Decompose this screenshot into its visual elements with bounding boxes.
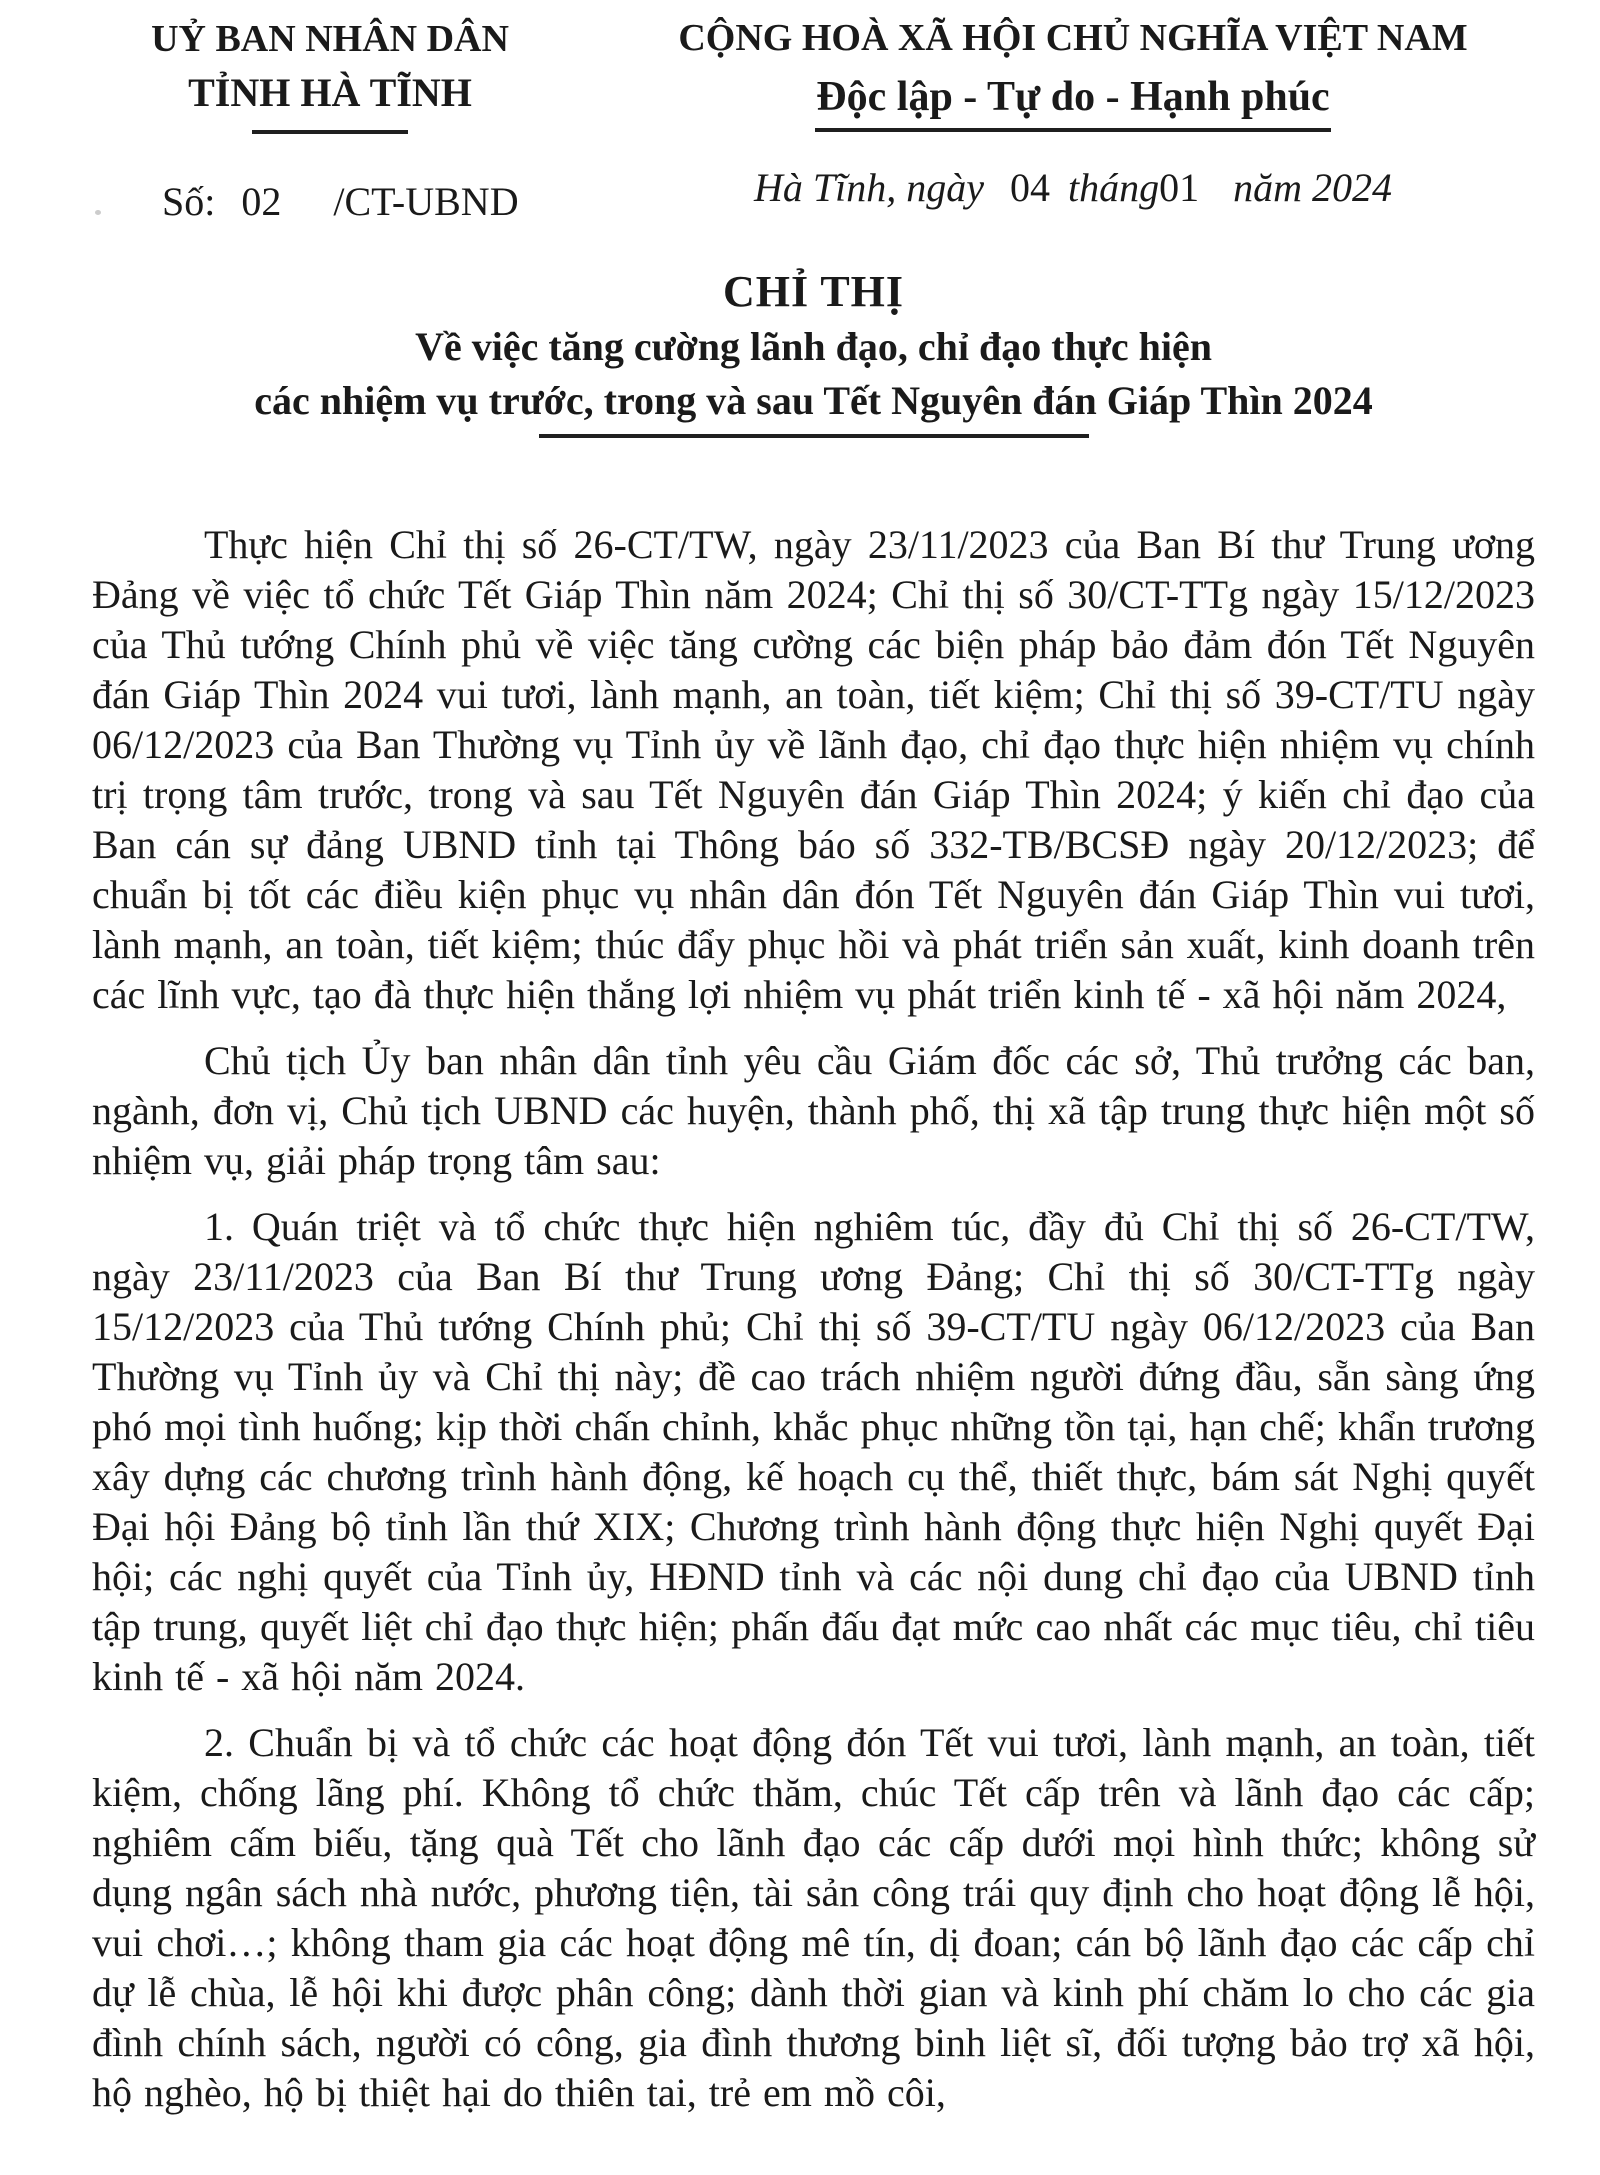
- dateline: [650, 164, 1496, 211]
- date-place-prefix: Hà Tĩnh, ngày: [753, 165, 984, 210]
- paragraph-item-1: 1. Quán triệt và tổ chức thực hiện nghiêm túc, đầy đủ Chỉ thị số 26-CT/TW, ngày 23/11/2023 của Ban Bí thư Trung ương Đảng; Chỉ thị số 30/CT-TTg ngày 15/12/2023 của Thủ tướng Chính phủ; Chỉ thị số 39-CT/TU ngày 06/12/2023 của Ban Thường vụ Tỉnh ủy và Chỉ thị này; đề cao trách nhiệm người đứng đầu, sẵn sàng ứng phó mọi tình huống; kịp thời chấn chỉnh, khắc phục những tồn tại, hạn chế; khẩn trương xây dựng các chương trình hành động, kế hoạch cụ thể, thiết thực, bám sát Nghị quyết Đại hội Đảng bộ tỉnh lần thứ XIX; Chương trình hành động thực hiện Nghị quyết Đại hội; các nghị quyết của Tỉnh ủy, HĐND tỉnh và các nội dung chỉ đạo của UBND tỉnh tập trung, quyết liệt chỉ đạo thực hiện; phấn đấu đạt mức cao nhất các mục tiêu, chỉ tiêu kinh tế - xã hội năm 2024.: [92, 1204, 1535, 1699]
- title-block: [92, 266, 1535, 438]
- document-number-label: Số:: [162, 179, 216, 224]
- motto-underline: [815, 128, 1331, 132]
- subject-line-1: Về việc tăng cường lãnh đạo, chỉ đạo thực hiện: [415, 324, 1212, 369]
- document-number-value: 02: [241, 179, 282, 224]
- date-month: 01: [1159, 165, 1200, 210]
- paragraph-intro: Thực hiện Chỉ thị số 26-CT/TW, ngày 23/11/2023 của Ban Bí thư Trung ương Đảng về việc tổ chức Tết Giáp Thìn năm 2024; Chỉ thị số 30/CT-TTg ngày 15/12/2023 của Thủ tướng Chính phủ về việc tăng cường các biện pháp bảo đảm đón Tết Nguyên đán Giáp Thìn 2024 vui tươi, lành mạnh, an toàn, tiết kiệm; Chỉ thị số 39-CT/TU ngày 06/12/2023 của Ban Thường vụ Tỉnh ủy về lãnh đạo, chỉ đạo thực hiện nhiệm vụ chính trị trọng tâm trước, trong và sau Tết Nguyên đán Giáp Thìn 2024; ý kiến chỉ đạo của Ban cán sự đảng UBND tỉnh tại Thông báo số 332-TB/BCSĐ ngày 20/12/2023; để chuẩn bị tốt các điều kiện phục vụ nhân dân đón Tết Nguyên đán Giáp Thìn vui tươi, lành mạnh, an toàn, tiết kiệm; thúc đẩy phục hồi và phát triển sản xuất, kinh doanh trên các lĩnh vực, tạo đà thực hiện thắng lợi nhiệm vụ phát triển kinh tế - xã hội năm 2024,: [92, 522, 1535, 1017]
- scan-artifact-dot: [95, 210, 101, 215]
- subject-line-2: các nhiệm vụ trước, trong và sau Tết Nguyên đán Giáp Thìn 2024: [254, 378, 1373, 423]
- issuer-province: TỈNH HÀ TĨNH: [188, 70, 472, 115]
- national-motto-block: [650, 14, 1496, 211]
- issuer-block: [130, 16, 530, 225]
- issuer-underline: [252, 130, 408, 134]
- body-text: [92, 520, 1535, 2134]
- date-year-part: năm 2024: [1233, 165, 1392, 210]
- date-day: 04: [1009, 165, 1050, 210]
- date-month-word: tháng: [1067, 165, 1160, 210]
- document-number-line: [130, 178, 530, 225]
- issuer-name: UỶ BAN NHÂN DÂN: [151, 18, 509, 60]
- document-type-heading: CHỈ THỊ: [722, 267, 905, 316]
- title-underline: [539, 434, 1089, 438]
- document-number-symbol: /CT-UBND: [333, 179, 519, 224]
- paragraph-item-2: 2. Chuẩn bị và tổ chức các hoạt động đón Tết vui tươi, lành mạnh, an toàn, tiết kiệm, chống lãng phí. Không tổ chức thăm, chúc Tết cấp trên và lãnh đạo các cấp; nghiêm cấm biếu, tặng quà Tết cho lãnh đạo các cấp dưới mọi hình thức; không sử dụng ngân sách nhà nước, phương tiện, tài sản công trái quy định cho hoạt động lễ hội, vui chơi…; không tham gia các hoạt động mê tín, dị đoan; cán bộ lãnh đạo các cấp chỉ dự lễ chùa, lễ hội khi được phân công; dành thời gian và kinh phí chăm lo cho các gia đình chính sách, người có công, gia đình thương binh liệt sĩ, đối tượng bảo trợ xã hội, hộ nghèo, hộ bị thiệt hại do thiên tai, trẻ em mồ côi,: [92, 1720, 1535, 2115]
- national-motto: Độc lập - Tự do - Hạnh phúc: [816, 74, 1330, 120]
- paragraph-request: Chủ tịch Ủy ban nhân dân tỉnh yêu cầu Giám đốc các sở, Thủ trưởng các ban, ngành, đơn vị, Chủ tịch UBND các huyện, thành phố, thị xã tập trung thực hiện một số nhiệm vụ, giải pháp trọng tâm sau:: [92, 1038, 1535, 1183]
- national-name: CỘNG HOÀ XÃ HỘI CHỦ NGHĨA VIỆT NAM: [678, 17, 1468, 59]
